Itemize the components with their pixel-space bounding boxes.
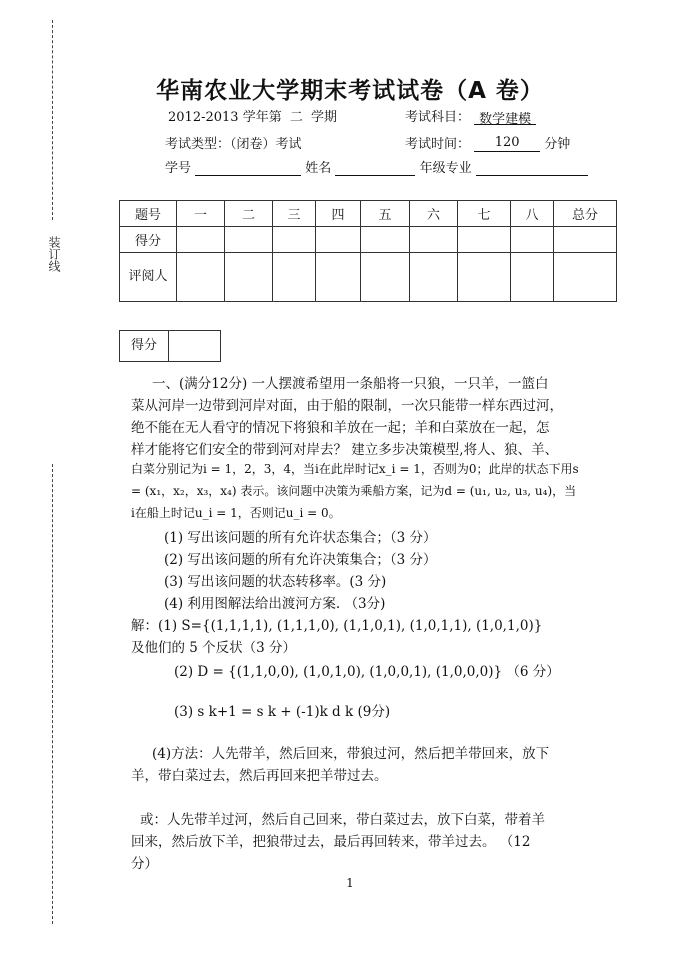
name-label: 姓名 (305, 161, 332, 176)
reviewer-cell (225, 253, 273, 302)
reviewer-cell (316, 253, 361, 302)
reviewer-cell (511, 253, 554, 302)
reviewer-cell (410, 253, 458, 302)
reviewer-cell (554, 253, 617, 302)
answer-line: 解：(1) S={(1,1,1,1), (1,1,1,0), (1,1,0,1), (1,0,1,1), (1,0,1,0)} (131, 618, 543, 634)
score-cell (225, 227, 273, 253)
student-id-field (195, 159, 301, 176)
subject-label: 考试科目： (405, 110, 471, 125)
score-row-label: 得分 (120, 227, 177, 253)
question-text-line: = (x₁，x₂，x₃，x₄) 表示。该问题中决策为乘船方案，记为d = (u₁, u₂, u₃, u₄)，当 (131, 484, 577, 498)
question-text-line: 白菜分别记为i = 1，2，3，4，当i在此岸时记x_i = 1，否则为0；此岸的状态下用s (131, 462, 579, 476)
question-text-line: 绝不能在无人看守的情况下将狼和羊放在一起；羊和白菜放在一起，怎 (131, 420, 550, 436)
answer-line: (3) s k+1 = s k + (-1)k d k (9分) (174, 704, 391, 720)
question-text-line: 菜从河岸一边带到河岸对面，由于船的限制，一次只能带一样东西过河， (131, 398, 563, 414)
question-text-line: 样才能将它们安全的带到河对岸去？ 建立多步决策模型,将人、狼、羊、 (131, 442, 559, 458)
header-cell: 三 (273, 201, 316, 227)
score-cell (316, 227, 361, 253)
score-table (119, 200, 617, 302)
reviewer-cell (361, 253, 410, 302)
binding-label: 装订线 (47, 236, 61, 272)
binding-line-top (52, 20, 53, 220)
question-score-box (119, 330, 221, 362)
header-cell: 一 (177, 201, 225, 227)
student-id-label: 学号 (165, 161, 192, 176)
year-term-prefix: 2012-2013 学年第 (168, 110, 282, 125)
exam-time-value: 120 (474, 135, 540, 152)
reviewer-cell (458, 253, 511, 302)
reviewer-cell (273, 253, 316, 302)
question-text-line: 一、(满分12分) 一人摆渡希望用一条船将一只狼，一只羊，一篮白 (152, 376, 549, 392)
answer-line: (4)方法：人先带羊，然后回来，带狼过河，然后把羊带回来，放下 (152, 746, 550, 762)
answer-line: 及他们的 5 个反状（3 分） (131, 640, 297, 656)
grade-major-label: 年级专业 (419, 161, 472, 176)
header-cell: 题号 (120, 201, 177, 227)
header-cell: 二 (225, 201, 273, 227)
subject-row (405, 106, 536, 125)
subquestion: (4) 利用图解法给出渡河方案. （3分) (164, 596, 386, 612)
answer-line: (2) D = {(1,1,0,0), (1,0,1,0), (1,0,0,1), (1,0,0,0)} （6 分） (174, 664, 560, 680)
grade-major-field (476, 159, 588, 176)
header-cell: 六 (410, 201, 458, 227)
subquestion: (3) 写出该问题的状态转移率。(3 分) (164, 574, 387, 590)
page-number: 1 (346, 876, 354, 890)
subject-value: 数学建模 (474, 108, 536, 125)
term-suffix: 学期 (311, 110, 338, 125)
header-cell: 总分 (554, 201, 617, 227)
header-cell: 七 (458, 201, 511, 227)
subquestion: (1) 写出该问题的所有允许状态集合；（3 分） (164, 530, 437, 546)
student-info-row (165, 157, 588, 176)
exam-title: 华南农业大学期末考试试卷（A 卷） (156, 78, 544, 104)
score-table-header-row (120, 201, 617, 227)
score-cell (177, 227, 225, 253)
score-cell (361, 227, 410, 253)
binding-line-bottom (52, 464, 53, 924)
exam-type: 考试类型：（闭卷）考试 (165, 137, 302, 152)
score-cell (410, 227, 458, 253)
reviewer-cell (177, 253, 225, 302)
exam-time-label: 考试时间： (405, 137, 471, 152)
reviewer-row (120, 253, 617, 302)
answer-line: 或：人先带羊过河，然后自己回来，带白菜过去，放下白菜，带着羊 (140, 812, 545, 828)
header-cell: 八 (511, 201, 554, 227)
answer-line: 回来，然后放下羊，把狼带过去，最后再回转来，带羊过去。 （12 (131, 834, 531, 850)
score-row (120, 227, 617, 253)
exam-time-row (405, 133, 570, 152)
exam-time-unit: 分钟 (544, 137, 571, 152)
score-box-label: 得分 (120, 331, 169, 361)
reviewer-row-label: 评阅人 (120, 253, 177, 302)
term-number: 二 (289, 110, 303, 125)
header-cell: 四 (316, 201, 361, 227)
answer-line: 羊，带白菜过去，然后再回来把羊带过去。 (131, 768, 388, 784)
subquestion: (2) 写出该问题的所有允许决策集合；（3 分） (164, 552, 437, 568)
term-row (168, 106, 337, 125)
score-cell (511, 227, 554, 253)
answer-line: 分） (131, 856, 158, 872)
score-cell (554, 227, 617, 253)
score-cell (273, 227, 316, 253)
header-cell: 五 (361, 201, 410, 227)
score-cell (458, 227, 511, 253)
name-field (335, 159, 415, 176)
question-text-line: i在船上时记u_i = 1，否则记u_i = 0。 (131, 506, 341, 520)
